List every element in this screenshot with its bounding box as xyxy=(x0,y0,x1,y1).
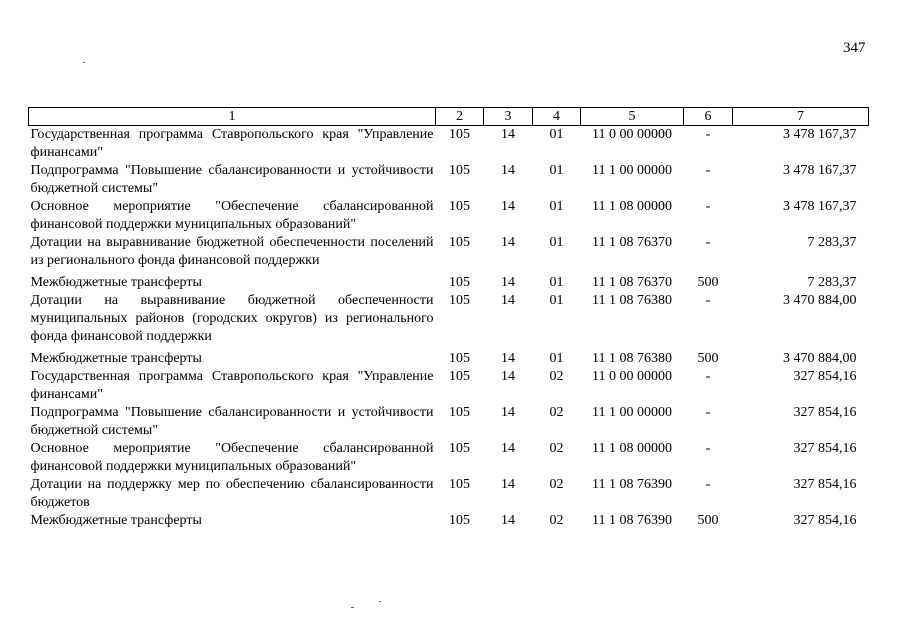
row-amount: 3 478 167,37 xyxy=(783,199,857,214)
row-subsection-code: 01 xyxy=(549,293,564,308)
row-name: Государственная программа Ставропольского края "Управление финансами" xyxy=(30,127,434,160)
row-target-article: 11 0 00 00000 xyxy=(592,369,672,384)
row-amount: 7 283,37 xyxy=(807,235,857,250)
row-expense-type: - xyxy=(705,163,711,178)
table-row xyxy=(29,512,869,530)
row-target-article: 11 1 00 00000 xyxy=(592,163,672,178)
row-subsection-code: 02 xyxy=(549,441,564,456)
row-amount: 327 854,16 xyxy=(793,477,857,492)
scan-speck xyxy=(83,62,85,63)
row-ministry-code: 105 xyxy=(449,235,470,250)
row-amount: 327 854,16 xyxy=(793,405,857,420)
row-subsection-code: 01 xyxy=(549,235,564,250)
row-target-article: 11 1 08 00000 xyxy=(592,199,672,214)
row-target-article: 11 0 00 00000 xyxy=(592,127,672,142)
row-ministry-code: 105 xyxy=(449,275,470,290)
column-header: 7 xyxy=(733,108,869,126)
row-subsection-code: 02 xyxy=(549,405,564,420)
row-amount: 3 470 884,00 xyxy=(783,293,857,308)
row-name: Дотации на поддержку мер по обеспечению сбалансированности бюджетов xyxy=(30,477,434,510)
table-row xyxy=(29,234,869,270)
column-header: 6 xyxy=(684,108,733,126)
row-expense-type: - xyxy=(705,293,711,308)
row-section-code: 14 xyxy=(501,199,515,214)
row-expense-type: - xyxy=(705,441,711,456)
scan-speck xyxy=(351,607,354,608)
row-subsection-code: 01 xyxy=(549,275,564,290)
row-section-code: 14 xyxy=(501,513,515,528)
row-target-article: 11 1 08 76390 xyxy=(592,477,672,492)
table-row xyxy=(29,346,869,368)
row-section-code: 14 xyxy=(501,275,515,290)
row-name: Дотации на выравнивание бюджетной обеспеченности поселений из регионального фонда финансовой поддержки xyxy=(30,235,434,268)
table-row xyxy=(29,368,869,404)
table-row xyxy=(29,270,869,292)
table-row xyxy=(29,198,869,234)
row-subsection-code: 01 xyxy=(549,351,564,366)
scan-speck xyxy=(379,601,381,602)
row-target-article: 11 1 00 00000 xyxy=(592,405,672,420)
row-ministry-code: 105 xyxy=(449,163,470,178)
row-name: Основное мероприятие "Обеспечение сбалансированной финансовой поддержки муниципальных образований" xyxy=(30,441,434,474)
header-row xyxy=(29,108,869,126)
row-section-code: 14 xyxy=(501,405,515,420)
row-expense-type: - xyxy=(705,127,711,142)
row-expense-type: - xyxy=(705,199,711,214)
row-ministry-code: 105 xyxy=(449,199,470,214)
row-target-article: 11 1 08 76370 xyxy=(592,235,672,250)
table-row xyxy=(29,292,869,346)
row-target-article: 11 1 08 76380 xyxy=(592,351,672,366)
row-subsection-code: 01 xyxy=(549,199,564,214)
row-ministry-code: 105 xyxy=(449,351,470,366)
row-expense-type: - xyxy=(705,369,711,384)
table-row xyxy=(29,476,869,512)
row-name: Подпрограмма "Повышение сбалансированности и устойчивости бюджетной системы" xyxy=(30,163,434,196)
row-amount: 3 478 167,37 xyxy=(783,127,857,142)
row-section-code: 14 xyxy=(501,293,515,308)
row-subsection-code: 02 xyxy=(549,513,564,528)
row-expense-type: 500 xyxy=(697,513,719,528)
column-header: 1 xyxy=(29,108,436,126)
row-expense-type: 500 xyxy=(697,351,719,366)
column-header: 4 xyxy=(533,108,581,126)
row-ministry-code: 105 xyxy=(449,369,470,384)
row-target-article: 11 1 08 76380 xyxy=(592,293,672,308)
column-header: 3 xyxy=(484,108,533,126)
row-subsection-code: 01 xyxy=(549,127,564,142)
row-ministry-code: 105 xyxy=(449,477,470,492)
row-target-article: 11 1 08 00000 xyxy=(592,441,672,456)
row-section-code: 14 xyxy=(501,235,515,250)
row-expense-type: - xyxy=(705,477,711,492)
row-target-article: 11 1 08 76390 xyxy=(592,513,672,528)
row-name: Межбюджетные трансферты xyxy=(30,351,202,366)
row-amount: 327 854,16 xyxy=(793,513,857,528)
row-section-code: 14 xyxy=(501,163,515,178)
table-row xyxy=(29,162,869,198)
row-subsection-code: 02 xyxy=(549,369,564,384)
column-header: 5 xyxy=(581,108,684,126)
row-name: Основное мероприятие "Обеспечение сбалансированной финансовой поддержки муниципальных образований" xyxy=(30,199,434,232)
row-section-code: 14 xyxy=(501,369,515,384)
row-amount: 7 283,37 xyxy=(807,275,857,290)
row-section-code: 14 xyxy=(501,441,515,456)
row-name: Дотации на выравнивание бюджетной обеспеченности муниципальных районов (городских округов) из регионального фонда финансовой поддержки xyxy=(30,293,434,344)
row-ministry-code: 105 xyxy=(449,405,470,420)
row-expense-type: - xyxy=(705,405,711,420)
row-amount: 327 854,16 xyxy=(793,369,857,384)
table-row xyxy=(29,440,869,476)
table-row xyxy=(29,126,869,163)
row-section-code: 14 xyxy=(501,127,515,142)
row-name: Государственная программа Ставропольского края "Управление финансами" xyxy=(30,369,434,402)
table-row xyxy=(29,404,869,440)
row-target-article: 11 1 08 76370 xyxy=(592,275,672,290)
row-section-code: 14 xyxy=(501,351,515,366)
row-subsection-code: 02 xyxy=(549,477,564,492)
page-number: 347 xyxy=(843,40,866,56)
row-amount: 3 478 167,37 xyxy=(783,163,857,178)
row-amount: 327 854,16 xyxy=(793,441,857,456)
row-name: Межбюджетные трансферты xyxy=(30,275,202,290)
row-name: Межбюджетные трансферты xyxy=(30,513,202,528)
row-section-code: 14 xyxy=(501,477,515,492)
row-expense-type: 500 xyxy=(697,275,719,290)
row-ministry-code: 105 xyxy=(449,293,470,308)
row-ministry-code: 105 xyxy=(449,127,470,142)
row-expense-type: - xyxy=(705,235,711,250)
row-ministry-code: 105 xyxy=(449,513,470,528)
column-header: 2 xyxy=(436,108,484,126)
row-subsection-code: 01 xyxy=(549,163,564,178)
budget-table xyxy=(28,107,869,530)
row-amount: 3 470 884,00 xyxy=(783,351,857,366)
row-name: Подпрограмма "Повышение сбалансированности и устойчивости бюджетной системы" xyxy=(30,405,434,438)
row-ministry-code: 105 xyxy=(449,441,470,456)
